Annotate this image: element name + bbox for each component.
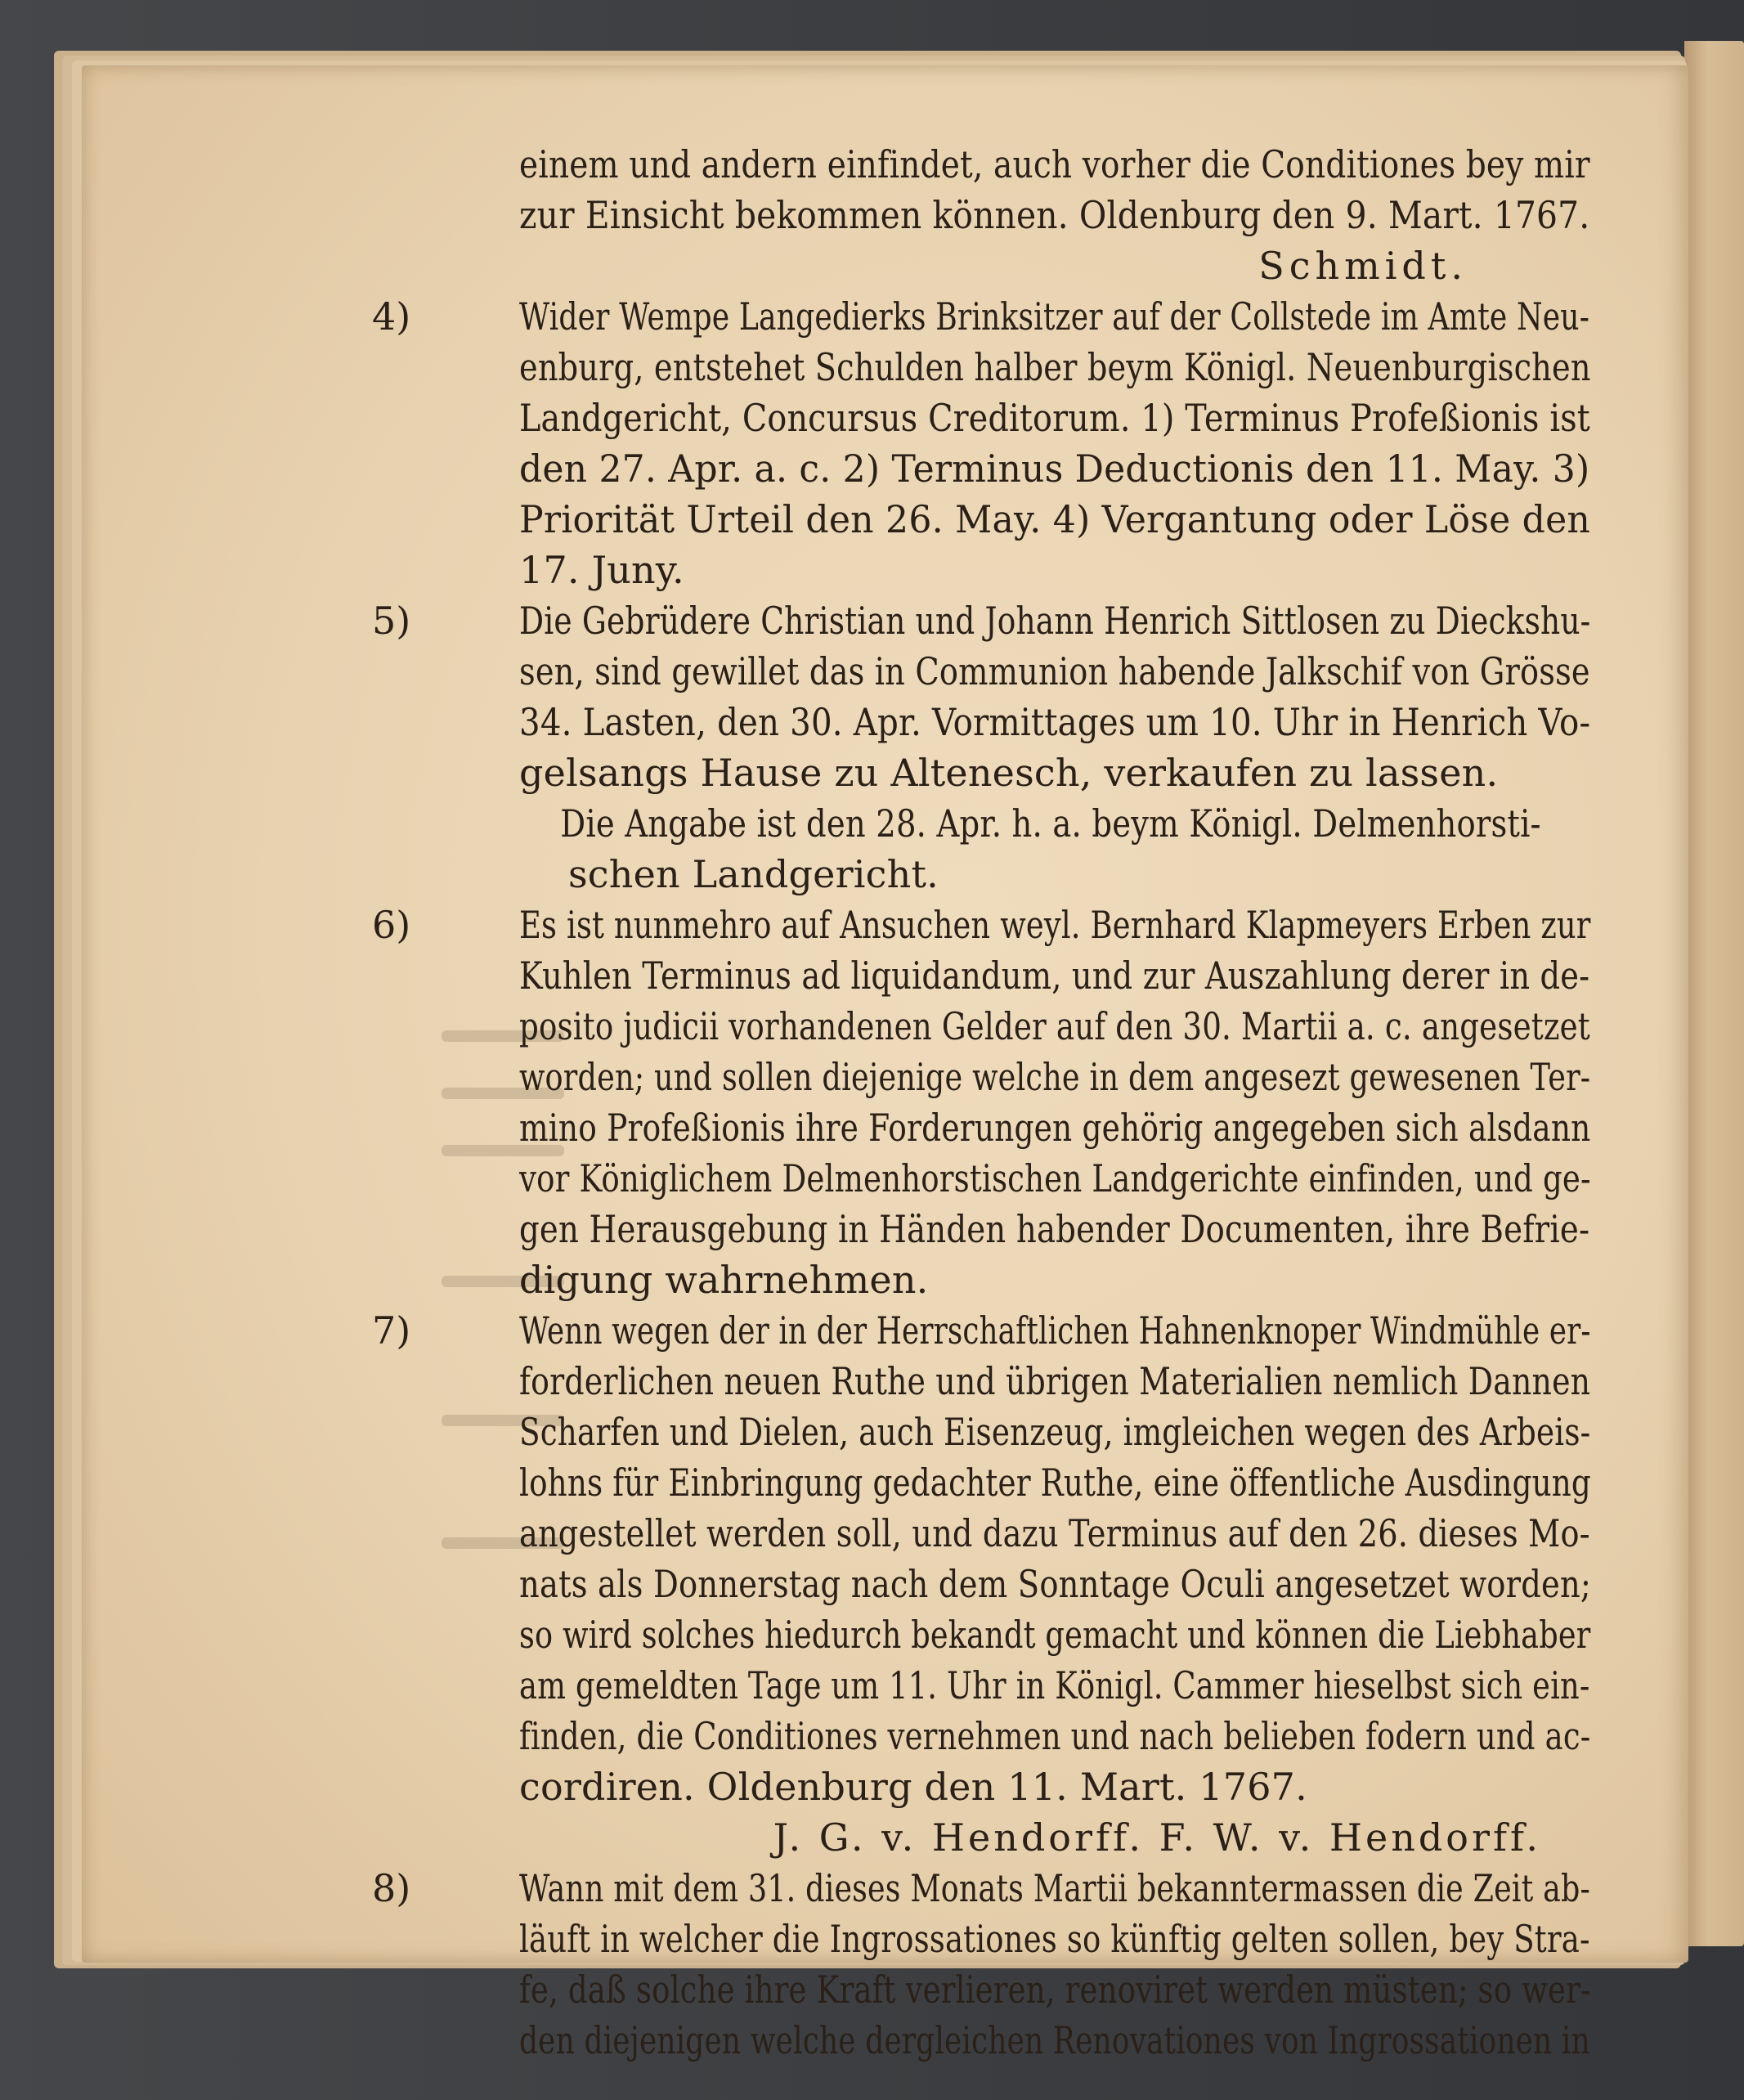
text-line: Priorität Urteil den 26. May. 4) Vergantung oder Löse den (519, 497, 1591, 541)
text-line: Die Angabe ist den 28. Apr. h. a. beym Königl. Delmenhorsti- (560, 801, 1541, 846)
notice-entry-4 (372, 291, 1590, 595)
text-line: 17. Juny. (519, 548, 684, 592)
text-line: enburg, entstehet Schulden halber beym Königl. Neuenburgischen (519, 345, 1591, 389)
text-line: am gemeldten Tage um 11. Uhr in Königl. Cammer hieselbst sich ein- (519, 1663, 1590, 1707)
text-line: Kuhlen Terminus ad liquidandum, und zur Auszahlung derer in de- (519, 954, 1590, 998)
document-text (372, 139, 1590, 2066)
text-line: 34. Lasten, den 30. Apr. Vormittages um 10. Uhr in Henrich Vo- (519, 700, 1591, 744)
notice-entry-6 (372, 900, 1590, 1305)
text-line: forderlichen neuen Ruthe und übrigen Materialien nemlich Dannen (519, 1359, 1591, 1403)
text-line: Wider Wempe Langedierks Brinksitzer auf der Collstede im Amte Neu- (519, 294, 1590, 339)
entry-number: 5) (372, 599, 411, 643)
text-line: mino Profeßionis ihre Forderungen gehörig angegeben sich alsdann (519, 1106, 1591, 1150)
entry-number: 7) (372, 1308, 411, 1353)
signature: Schmidt. (1258, 244, 1468, 288)
text-line: Die Gebrüdere Christian und Johann Henrich Sittlosen zu Dieckshu- (519, 599, 1591, 643)
entry-number: 6) (372, 903, 411, 947)
text-line: angestellet werden soll, und dazu Terminus auf den 26. dieses Mo- (519, 1511, 1590, 1555)
text-line: nats als Donnerstag nach dem Sonntage Oculi angesetzet worden; (519, 1562, 1592, 1606)
text-line: den diejenigen welche dergleichen Renovationes von Ingrossationen in (519, 2018, 1590, 2062)
text-line: gen Herausgebung in Händen habender Documenten, ihre Befrie- (519, 1207, 1590, 1251)
text-line: Wenn wegen der in der Herrschaftlichen Hahnenknoper Windmühle er- (519, 1308, 1591, 1353)
text-line: digung wahrnehmen. (519, 1258, 929, 1302)
text-line: Landgericht, Concursus Creditorum. 1) Terminus Profeßionis ist (519, 396, 1590, 440)
text-line: vor Königlichem Delmenhorstischen Landgerichte einfinden, und ge- (519, 1156, 1591, 1200)
notice-entry-5 (372, 595, 1590, 900)
signature: J. G. v. Hendorff. F. W. v. Hendorff. (773, 1815, 1541, 1860)
text-line: schen Landgericht. (568, 852, 939, 896)
text-line: posito judicii vorhandenen Gelder auf den 30. Martii a. c. angesetzet (519, 1004, 1590, 1048)
text-line: sen, sind gewillet das in Communion habende Jalkschif von Grösse (519, 649, 1590, 693)
text-line: worden; und sollen diejenige welche in dem angesezt gewesenen Ter- (519, 1055, 1591, 1099)
text-line: Es ist nunmehro auf Ansuchen weyl. Bernhard Klapmeyers Erben zur (519, 903, 1591, 947)
text-line: einem und andern einfindet, auch vorher die Conditiones bey mir (519, 142, 1590, 186)
notice-entry-8 (372, 1863, 1590, 2066)
text-line: gelsangs Hause zu Altenesch, verkaufen zu lassen. (519, 751, 1499, 795)
text-line: läuft in welcher die Ingrossationes so künftig gelten sollen, bey Stra- (519, 1917, 1590, 1961)
text-line: Wann mit dem 31. dieses Monats Martii bekanntermassen die Zeit ab- (519, 1866, 1590, 1910)
entry-number: 8) (372, 1866, 411, 1910)
text-line: cordiren. Oldenburg den 11. Mart. 1767. (519, 1765, 1307, 1809)
text-line: finden, die Conditiones vernehmen und nach belieben fodern und ac- (519, 1714, 1591, 1758)
notice-entry-7 (372, 1305, 1590, 1863)
entry-number: 4) (372, 294, 411, 339)
continuation-block (372, 139, 1590, 291)
text-line: Scharfen und Dielen, auch Eisenzeug, imgleichen wegen des Arbeis- (519, 1410, 1591, 1454)
text-line: den 27. Apr. a. c. 2) Terminus Deductionis den 11. May. 3) (519, 446, 1590, 491)
text-line: lohns für Einbringung gedachter Ruthe, eine öffentliche Ausdingung (519, 1461, 1591, 1505)
text-line: so wird solches hiedurch bekandt gemacht und können die Liebhaber (519, 1613, 1591, 1657)
facing-page-edge (1684, 41, 1744, 1946)
text-line: fe, daß solche ihre Kraft verlieren, renoviret werden müsten; so wer- (519, 1968, 1591, 2012)
text-line: zur Einsicht bekommen können. Oldenburg den 9. Mart. 1767. (519, 193, 1590, 237)
